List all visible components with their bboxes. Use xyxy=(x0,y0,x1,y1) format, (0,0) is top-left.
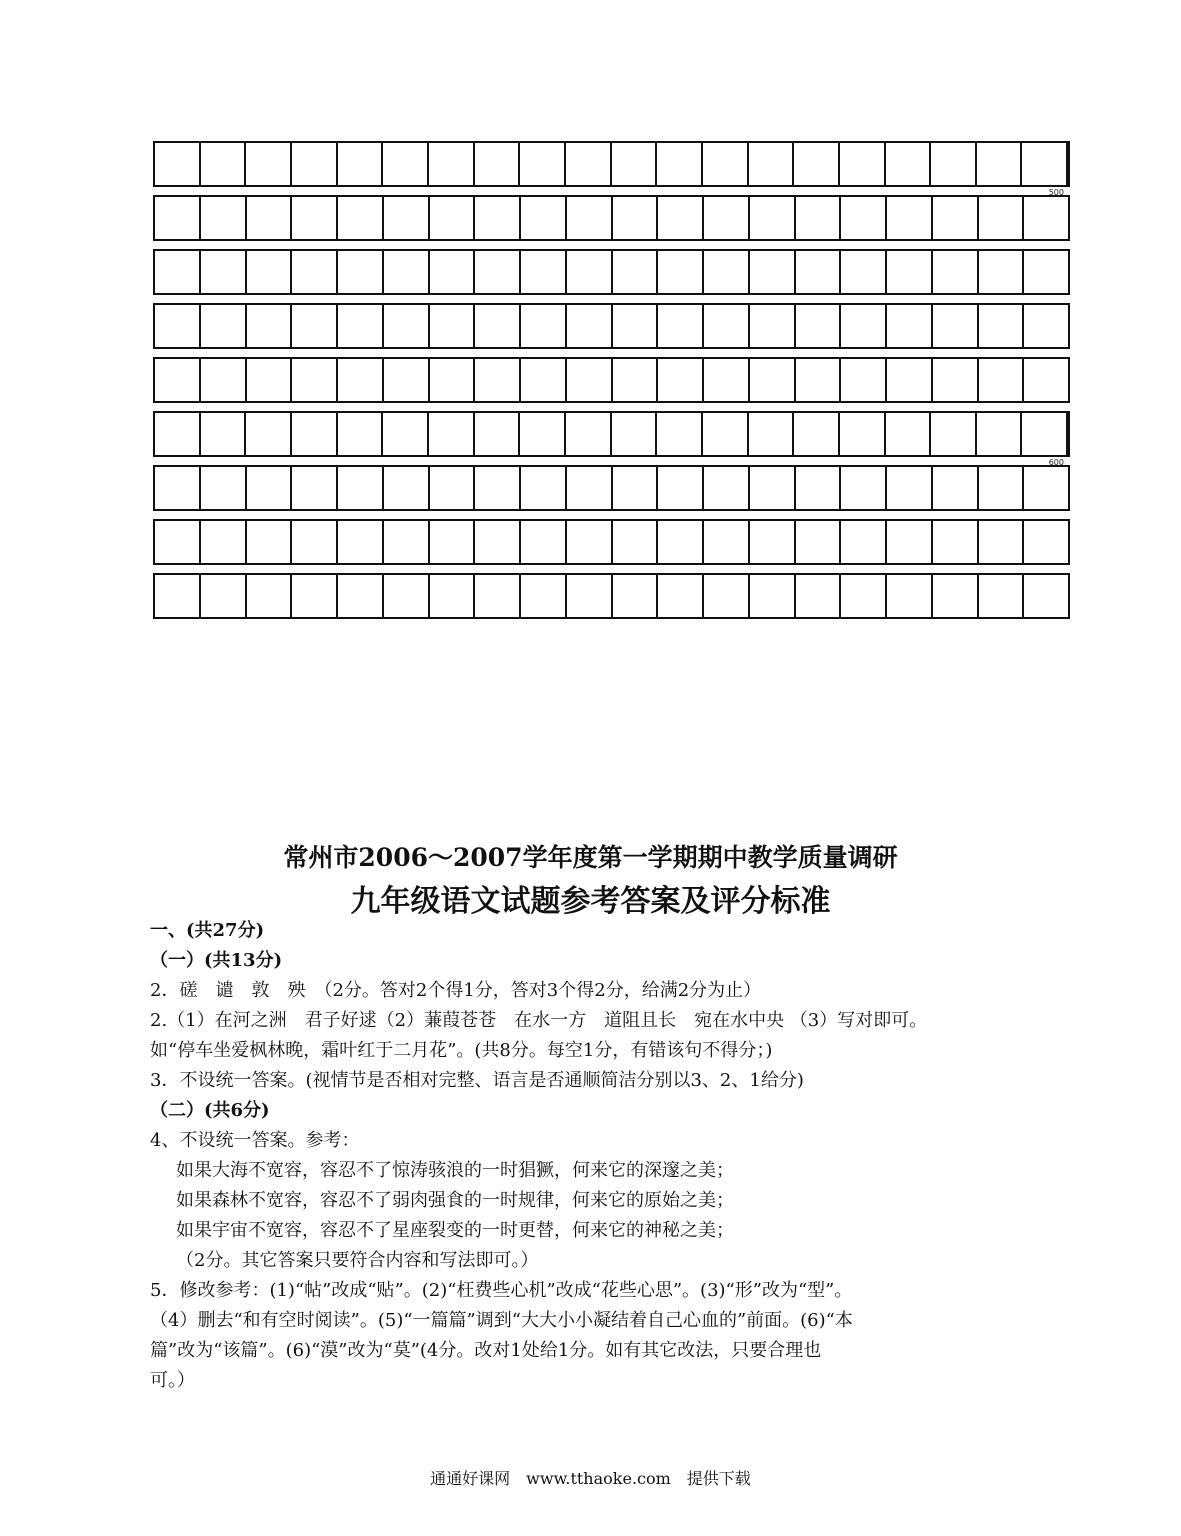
grid-cell xyxy=(475,251,521,293)
grid-cell xyxy=(429,413,475,455)
grid-cell xyxy=(201,305,247,347)
grid-cell xyxy=(933,197,979,239)
grid-row xyxy=(153,303,1070,349)
grid-cell xyxy=(384,467,430,509)
grid-cell xyxy=(658,521,704,563)
grid-cell xyxy=(247,575,293,617)
grid-cell xyxy=(887,467,933,509)
grid-cell xyxy=(475,197,521,239)
grid-cell xyxy=(887,305,933,347)
grid-cell xyxy=(201,467,247,509)
grid-cell xyxy=(613,305,659,347)
grid-cell xyxy=(292,521,338,563)
grid-cell xyxy=(155,305,201,347)
grid-cell xyxy=(796,251,842,293)
grid-row xyxy=(153,357,1070,403)
grid-cell xyxy=(384,359,430,401)
grid-cell xyxy=(292,575,338,617)
grid-cell xyxy=(201,521,247,563)
grid-cell xyxy=(292,467,338,509)
grid-cell xyxy=(475,521,521,563)
grid-cell xyxy=(703,143,749,185)
grid-cell xyxy=(155,359,201,401)
grid-cell xyxy=(430,575,476,617)
grid-cell xyxy=(613,251,659,293)
word-count-mark: 600 xyxy=(1048,458,1064,467)
grid-cell xyxy=(704,197,750,239)
answer-line: 一、(共27分) xyxy=(150,920,265,941)
grid-cell xyxy=(887,521,933,563)
grid-cell xyxy=(750,251,796,293)
grid-cell xyxy=(201,359,247,401)
grid-cell xyxy=(931,143,977,185)
grid-cell xyxy=(933,251,979,293)
grid-cell xyxy=(567,305,613,347)
grid-cell xyxy=(566,143,612,185)
grid-cell xyxy=(521,359,567,401)
grid-cell xyxy=(567,521,613,563)
grid-cell xyxy=(430,197,476,239)
grid-cell xyxy=(338,575,384,617)
grid-cell xyxy=(521,251,567,293)
grid-cell xyxy=(703,413,749,455)
grid-cell xyxy=(521,197,567,239)
answer-line: 如“停车坐爱枫林晚，霜叶红于二月花”。(共8分。每空1分，有错该句不得分；) xyxy=(150,1040,773,1061)
answer-line: （4）删去“和有空时阅读”。(5)“一篇篇”调到“大大小小凝结着自己心血的”前面。(6)“本 xyxy=(150,1310,853,1331)
grid-cell xyxy=(841,575,887,617)
grid-cell xyxy=(155,467,201,509)
grid-cell xyxy=(841,359,887,401)
grid-cell xyxy=(887,197,933,239)
grid-cell xyxy=(1024,359,1068,401)
grid-cell xyxy=(704,305,750,347)
grid-cell xyxy=(933,575,979,617)
grid-cell xyxy=(704,575,750,617)
grid-cell xyxy=(840,413,886,455)
grid-cell xyxy=(704,251,750,293)
grid-cell xyxy=(292,359,338,401)
grid-row xyxy=(153,573,1070,619)
answer-line: 4、不设统一答案。参考： xyxy=(150,1130,360,1151)
grid-cell xyxy=(796,359,842,401)
grid-cell xyxy=(613,575,659,617)
grid-cell xyxy=(384,305,430,347)
grid-cell xyxy=(840,143,886,185)
grid-cell xyxy=(475,467,521,509)
grid-cell xyxy=(1022,143,1068,185)
grid-cell xyxy=(338,251,384,293)
grid-cell xyxy=(475,575,521,617)
grid-cell xyxy=(658,467,704,509)
grid-cell xyxy=(750,467,796,509)
grid-cell xyxy=(247,251,293,293)
grid-cell xyxy=(658,197,704,239)
grid-cell xyxy=(704,467,750,509)
grid-cell xyxy=(657,143,703,185)
grid-cell xyxy=(201,197,247,239)
grid-cell xyxy=(475,143,521,185)
grid-cell xyxy=(292,413,338,455)
answer-line: （二）(共6分) xyxy=(150,1100,270,1121)
grid-cell xyxy=(246,143,292,185)
grid-cell xyxy=(567,575,613,617)
grid-cell xyxy=(704,359,750,401)
answer-line: 篇”改为“该篇”。(6)“漠”改为“莫”(4分。改对1处给1分。如有其它改法，只要合理也 xyxy=(150,1340,822,1361)
answer-line: 2．磋 谴 敦 殃 （2分。答对2个得1分，答对3个得2分，给满2分为止） xyxy=(150,980,762,1001)
grid-cell xyxy=(657,413,703,455)
grid-cell xyxy=(430,467,476,509)
grid-cell xyxy=(384,575,430,617)
grid-cell xyxy=(658,251,704,293)
grid-cell xyxy=(979,305,1025,347)
grid-cell xyxy=(429,143,475,185)
grid-cell xyxy=(338,521,384,563)
answer-line: 可。） xyxy=(150,1370,195,1391)
grid-cell xyxy=(979,575,1025,617)
grid-cell xyxy=(979,359,1025,401)
grid-cell xyxy=(613,521,659,563)
document-title: 常州市2006～2007学年度第一学期期中教学质量调研 xyxy=(283,843,898,872)
grid-cell xyxy=(1024,305,1068,347)
grid-cell xyxy=(658,575,704,617)
grid-cell xyxy=(338,305,384,347)
grid-cell xyxy=(887,251,933,293)
grid-cell xyxy=(155,521,201,563)
grid-row xyxy=(153,519,1070,565)
grid-cell xyxy=(750,305,796,347)
grid-cell xyxy=(384,521,430,563)
grid-cell xyxy=(430,305,476,347)
grid-cell xyxy=(1024,521,1068,563)
grid-cell xyxy=(520,143,566,185)
grid-cell xyxy=(979,467,1025,509)
grid-cell xyxy=(794,413,840,455)
grid-cell xyxy=(886,413,932,455)
grid-cell xyxy=(430,521,476,563)
grid-cell xyxy=(384,197,430,239)
grid-cell xyxy=(750,521,796,563)
grid-cell xyxy=(613,467,659,509)
grid-cell xyxy=(155,413,201,455)
grid-cell xyxy=(749,143,795,185)
grid-cell xyxy=(292,251,338,293)
grid-row xyxy=(153,141,1070,197)
grid-cell xyxy=(841,521,887,563)
grid-row xyxy=(153,249,1070,295)
answer-line: 3．不设统一答案。(视情节是否相对完整、语言是否通顺简洁分别以3、2、1给分) xyxy=(150,1070,804,1091)
grid-cell xyxy=(887,359,933,401)
grid-cell xyxy=(612,143,658,185)
grid-cell xyxy=(246,413,292,455)
grid-cell xyxy=(338,143,384,185)
document-subtitle: 九年级语文试题参考答案及评分标准 xyxy=(350,884,831,919)
grid-cell xyxy=(933,521,979,563)
footer-credit: 通通好课网 www.tthaoke.com 提供下载 xyxy=(430,1469,751,1488)
grid-cell xyxy=(658,305,704,347)
grid-cell xyxy=(430,359,476,401)
grid-cell xyxy=(613,197,659,239)
grid-cell xyxy=(338,359,384,401)
grid-cell xyxy=(521,305,567,347)
grid-cell xyxy=(796,197,842,239)
grid-cell xyxy=(979,521,1025,563)
grid-cell xyxy=(887,575,933,617)
grid-cell xyxy=(841,251,887,293)
grid-cell xyxy=(567,359,613,401)
word-count-mark: 500 xyxy=(1048,188,1064,197)
grid-cell xyxy=(749,413,795,455)
grid-cell xyxy=(1024,467,1068,509)
grid-cell xyxy=(567,197,613,239)
grid-cell xyxy=(977,143,1023,185)
grid-cell xyxy=(201,251,247,293)
answer-line: 如果宇宙不宽容，容忍不了星座裂变的一时更替，何来它的神秘之美； xyxy=(176,1220,734,1241)
grid-cell xyxy=(430,251,476,293)
grid-cell xyxy=(155,251,201,293)
grid-cell xyxy=(613,359,659,401)
grid-row xyxy=(153,465,1070,511)
grid-cell xyxy=(384,251,430,293)
grid-cell xyxy=(931,413,977,455)
grid-row xyxy=(153,411,1070,467)
grid-cell xyxy=(933,359,979,401)
grid-cell xyxy=(338,197,384,239)
grid-cell xyxy=(521,467,567,509)
grid-cell xyxy=(383,413,429,455)
grid-cell xyxy=(247,197,293,239)
grid-cell xyxy=(475,305,521,347)
grid-cell xyxy=(1024,197,1068,239)
grid-cell xyxy=(383,143,429,185)
grid-cell xyxy=(933,467,979,509)
grid-cell xyxy=(704,521,750,563)
grid-cell xyxy=(886,143,932,185)
grid-cell xyxy=(658,359,704,401)
grid-cell xyxy=(155,575,201,617)
grid-cell xyxy=(796,467,842,509)
grid-cell xyxy=(520,413,566,455)
grid-cell xyxy=(567,467,613,509)
grid-cell xyxy=(247,305,293,347)
grid-cell xyxy=(201,575,247,617)
grid-cell xyxy=(977,413,1023,455)
grid-cell xyxy=(292,305,338,347)
writing-grid xyxy=(153,141,1070,619)
answer-line: （2分。其它答案只要符合内容和写法即可。） xyxy=(176,1250,539,1271)
grid-cell xyxy=(933,305,979,347)
grid-cell xyxy=(841,197,887,239)
answer-line: 如果森林不宽容，容忍不了弱肉强食的一时规律，何来它的原始之美； xyxy=(176,1190,734,1211)
answer-content xyxy=(150,916,1070,1396)
grid-cell xyxy=(750,197,796,239)
grid-cell xyxy=(796,305,842,347)
answer-line: 如果大海不宽容，容忍不了惊涛骇浪的一时猖獗，何来它的深邃之美； xyxy=(176,1160,734,1181)
grid-cell xyxy=(292,143,338,185)
grid-cell xyxy=(841,305,887,347)
grid-cell xyxy=(979,251,1025,293)
grid-cell xyxy=(155,197,201,239)
grid-cell xyxy=(155,143,201,185)
grid-cell xyxy=(750,359,796,401)
grid-cell xyxy=(567,251,613,293)
grid-cell xyxy=(1024,251,1068,293)
answer-line: 2.（1）在河之洲 君子好逑（2）蒹葭苍苍 在水一方 道阻且长 宛在水中央 （3）写对即可。 xyxy=(150,1010,928,1031)
grid-cell xyxy=(1022,413,1068,455)
grid-cell xyxy=(566,413,612,455)
grid-cell xyxy=(247,467,293,509)
grid-cell xyxy=(1024,575,1068,617)
grid-cell xyxy=(796,575,842,617)
grid-cell xyxy=(796,521,842,563)
grid-cell xyxy=(475,359,521,401)
grid-cell xyxy=(521,521,567,563)
grid-cell xyxy=(794,143,840,185)
grid-cell xyxy=(750,575,796,617)
grid-cell xyxy=(521,575,567,617)
grid-cell xyxy=(247,521,293,563)
answer-line: 5．修改参考：(1)“帖”改成“贴”。(2)“枉费些心机”改成“花些心思”。(3)“形”改为“型”。 xyxy=(150,1280,853,1301)
grid-cell xyxy=(201,413,247,455)
grid-cell xyxy=(475,413,521,455)
answer-line: （一）(共13分) xyxy=(150,950,283,971)
grid-cell xyxy=(612,413,658,455)
grid-cell xyxy=(338,467,384,509)
grid-row xyxy=(153,195,1070,241)
grid-cell xyxy=(338,413,384,455)
grid-cell xyxy=(292,197,338,239)
grid-cell xyxy=(201,143,247,185)
grid-cell xyxy=(979,197,1025,239)
grid-cell xyxy=(841,467,887,509)
grid-cell xyxy=(247,359,293,401)
